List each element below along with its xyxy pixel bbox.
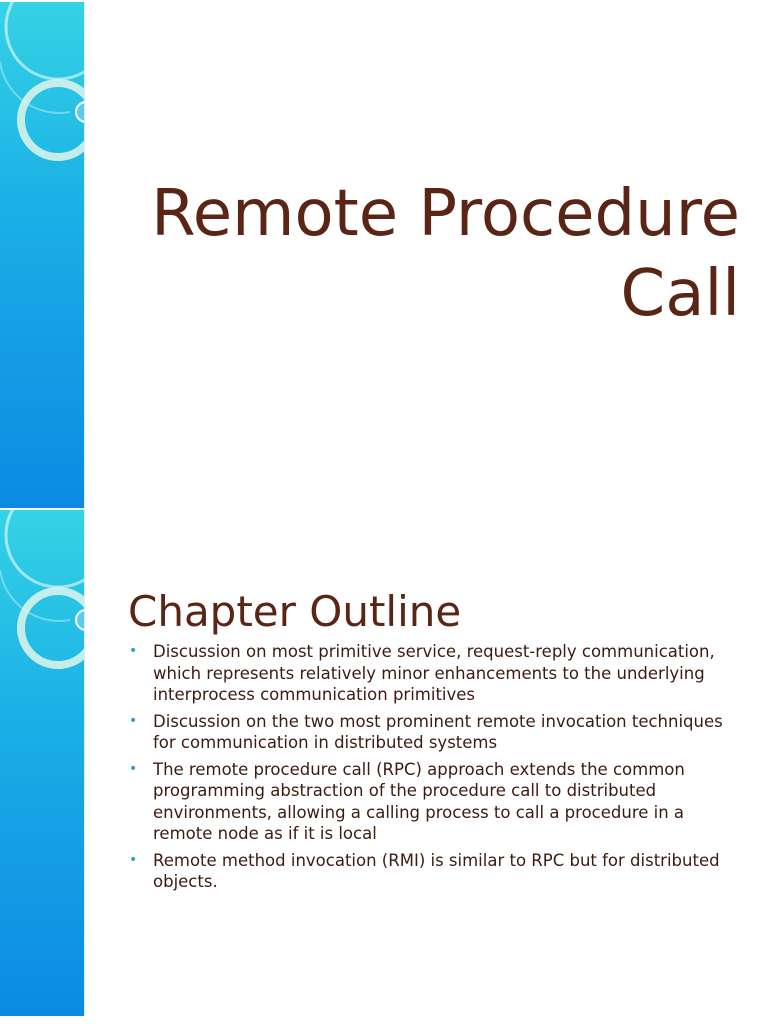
bullet-text: Discussion on most primitive service, request-reply communication, which represents relatively minor enhancements to the underlying interprocess communication primitives	[153, 642, 715, 704]
bullet-item	[128, 759, 740, 845]
bullet-item	[128, 641, 740, 706]
bullet-text: Discussion on the two most prominent remote invocation techniques for communication in distributed systems	[153, 711, 723, 752]
bullet-dot-icon: •	[129, 760, 138, 777]
bullet-item	[128, 850, 740, 893]
outline-slide	[0, 510, 768, 1016]
bullet-item	[128, 711, 740, 754]
bullet-text: Remote method invocation (RMI) is similar to RPC but for distributed objects.	[153, 850, 720, 891]
chapter-outline-heading: Chapter Outline	[128, 587, 462, 636]
bullet-dot-icon: •	[129, 851, 138, 868]
side-band-edge	[84, 2, 85, 508]
slide-title: Remote Procedure Call	[151, 177, 740, 331]
title-slide	[0, 2, 768, 508]
bullet-dot-icon: •	[129, 712, 138, 729]
decorative-side-band	[0, 2, 84, 508]
outline-bullet-list	[128, 641, 740, 898]
side-band-edge	[84, 510, 85, 1016]
bullet-dot-icon: •	[129, 643, 138, 659]
bullet-text: The remote procedure call (RPC) approach extends the common programming abstraction of the procedure call to distributed environments, allowing a calling process to call a procedure in a remote node as if it is local	[153, 759, 685, 843]
decorative-side-band	[0, 510, 84, 1016]
